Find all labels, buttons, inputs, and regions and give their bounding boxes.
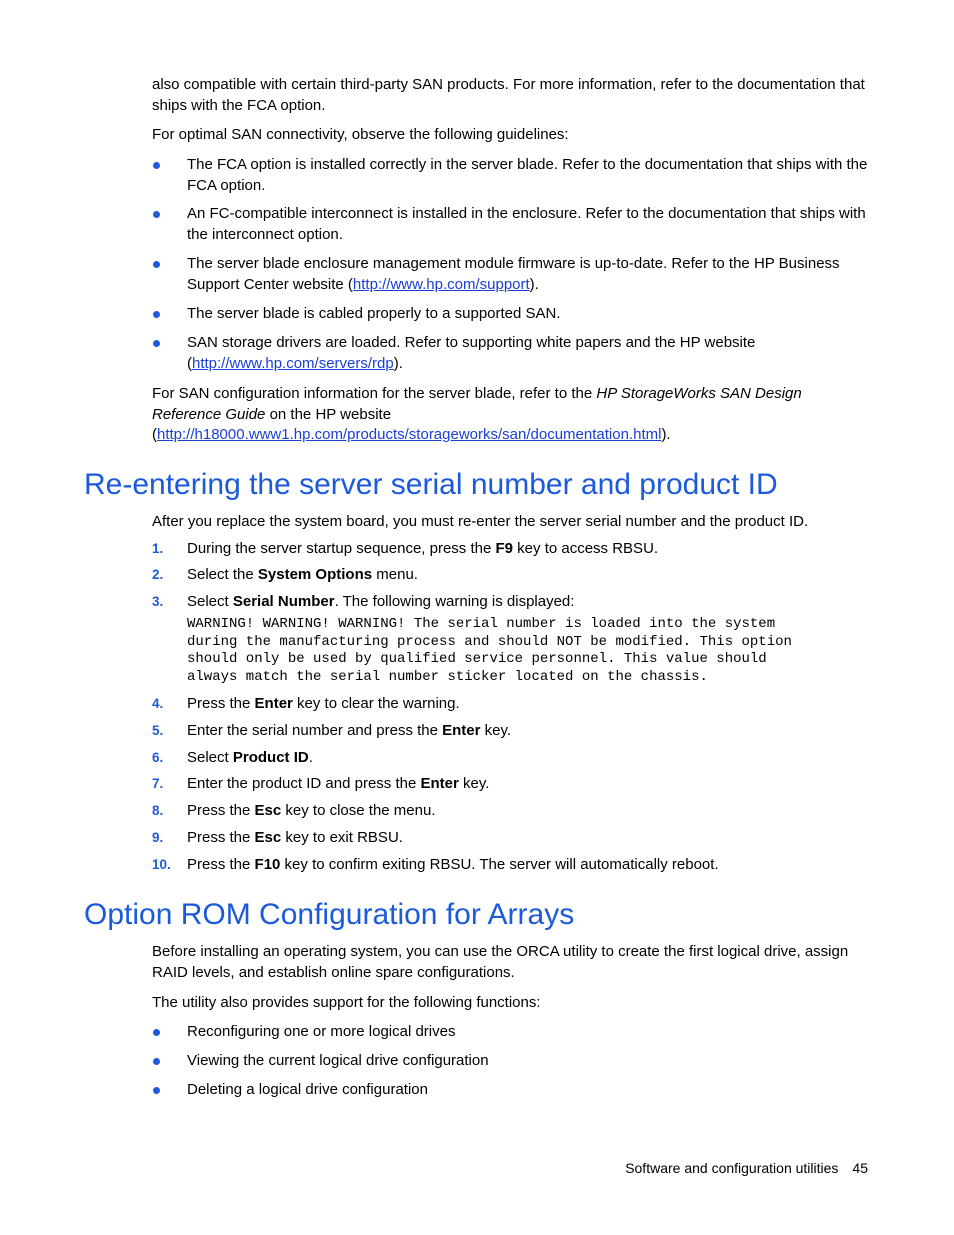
list-item-text: The server blade is cabled properly to a supported SAN.: [187, 305, 561, 322]
bullet-icon: [153, 311, 160, 318]
text-segment: For SAN configuration information for the server blade, refer to the: [152, 385, 597, 402]
text-segment: During the server startup sequence, press the: [187, 540, 496, 557]
key-name: Esc: [254, 829, 282, 846]
text-segment: key to close the menu.: [281, 802, 436, 819]
key-name: F10: [254, 856, 281, 873]
text-segment: Select the: [187, 566, 258, 583]
step-item: [152, 694, 868, 715]
step-text: [187, 565, 868, 586]
step-text: [187, 855, 868, 876]
text-segment: Press the: [187, 829, 255, 846]
text-segment: key.: [480, 722, 512, 739]
guidelines-lead: For optimal SAN connectivity, observe the following guidelines:: [152, 126, 569, 143]
step-number: 3.: [152, 594, 164, 609]
step-number: 10.: [152, 857, 171, 872]
list-item-text: Viewing the current logical drive configuration: [187, 1052, 489, 1069]
san-config-paragraph: [152, 384, 868, 446]
footer-section-title: Software and configuration utilities: [625, 1160, 839, 1176]
step-text: [187, 828, 868, 849]
bullet-icon: [153, 162, 160, 169]
menu-name: System Options: [257, 566, 373, 583]
text-segment: Select: [187, 593, 233, 610]
step-text: [187, 774, 868, 795]
key-name: Enter: [442, 722, 481, 739]
list-item: [152, 254, 868, 295]
text-segment: The server blade enclosure management module firmware is up-to-date. Refer to the HP Business Support Center website (: [187, 255, 840, 293]
text-segment: Select: [187, 749, 233, 766]
key-name: Esc: [254, 802, 282, 819]
step-text: [187, 801, 868, 822]
section-intro: After you replace the system board, you must re-enter the server serial number and the product ID.: [152, 513, 809, 530]
text-segment: Enter the product ID and press the: [187, 775, 421, 792]
list-item-text: Reconfiguring one or more logical drives: [187, 1023, 456, 1040]
bullet-icon: [153, 1058, 160, 1065]
step-text: [187, 748, 868, 769]
text-segment: ).: [661, 426, 671, 443]
step-number: 4.: [152, 696, 164, 711]
text-segment: Enter the serial number and press the: [187, 722, 443, 739]
list-item-text: An FC-compatible interconnect is installed in the enclosure. Refer to the documentation that ships with the interconnect option.: [187, 205, 866, 243]
text-segment: Press the: [187, 856, 255, 873]
step-item: [152, 721, 868, 742]
text-segment: key to clear the warning.: [292, 695, 460, 712]
text-segment: ).: [393, 354, 403, 372]
bullet-icon: [153, 1087, 160, 1094]
list-item: [152, 1080, 868, 1101]
list-item-text: Deleting a logical drive configuration: [187, 1081, 428, 1098]
step-text: [187, 694, 868, 715]
key-name: F9: [495, 540, 514, 557]
page-number: 45: [852, 1160, 868, 1176]
hp-support-link[interactable]: http://www.hp.com/support: [352, 275, 530, 293]
step-number: 8.: [152, 803, 164, 818]
text-segment: Press the: [187, 802, 255, 819]
hp-servers-rdp-link[interactable]: http://www.hp.com/servers/rdp: [192, 354, 394, 372]
step-number: 7.: [152, 776, 164, 791]
text-segment: Press the: [187, 695, 255, 712]
section-heading-orca: Option ROM Configuration for Arrays: [84, 898, 575, 931]
page-footer: [625, 1158, 868, 1178]
list-item-text: [187, 254, 868, 295]
text-segment: key to access RBSU.: [513, 540, 659, 557]
step-number: 5.: [152, 723, 164, 738]
guide-title: HP StorageWorks SAN Design Reference Guide: [152, 385, 802, 423]
text-segment: ).: [529, 275, 539, 293]
list-item: [152, 1022, 868, 1043]
list-item: [152, 333, 868, 374]
text-segment: . The following warning is displayed:: [334, 593, 575, 610]
step-item: [152, 539, 868, 560]
functions-lead: The utility also provides support for the following functions:: [152, 994, 541, 1011]
step-number: 9.: [152, 830, 164, 845]
bullet-icon: [153, 261, 160, 268]
step-item: [152, 592, 868, 613]
bullet-icon: [153, 340, 160, 347]
key-name: Enter: [254, 695, 293, 712]
text-segment: key.: [458, 775, 490, 792]
option-name: Product ID: [232, 749, 309, 766]
key-name: Enter: [420, 775, 459, 792]
list-item-text: The FCA option is installed correctly in the server blade. Refer to the documentation that ships with the FCA option.: [187, 156, 868, 194]
warning-message: WARNING! WARNING! WARNING! The serial number is loaded into the system during the manufacturing process and should NOT be modified. This option should only be used by qualified service personnel. This value should always match the serial number sticker located on the chassis.: [187, 616, 792, 685]
list-item-text: [187, 333, 868, 374]
text-segment: key to confirm exiting RBSU. The server will automatically reboot.: [280, 856, 719, 873]
text-segment: menu.: [372, 566, 418, 583]
step-item: [152, 801, 868, 822]
step-text: [187, 721, 868, 742]
step-number: 1.: [152, 541, 164, 556]
step-item: [152, 828, 868, 849]
step-number: 2.: [152, 567, 164, 582]
bullet-icon: [153, 211, 160, 218]
list-item: [152, 1051, 868, 1072]
step-item: [152, 855, 868, 876]
intro-paragraph: also compatible with certain third-party SAN products. For more information, refer to the documentation that ships with the FCA option.: [152, 76, 865, 114]
bullet-icon: [153, 1029, 160, 1036]
text-segment: .: [308, 749, 313, 766]
text-segment: SAN storage drivers are loaded. Refer to supporting white papers and the HP website (: [187, 334, 756, 372]
section-intro: Before installing an operating system, you can use the ORCA utility to create the first logical drive, assign RAID levels, and establish online spare configurations.: [152, 943, 849, 981]
text-segment: key to exit RBSU.: [281, 829, 403, 846]
step-item: [152, 748, 868, 769]
list-item: [152, 155, 868, 196]
step-number: 6.: [152, 750, 164, 765]
option-name: Serial Number: [232, 593, 335, 610]
step-item: [152, 774, 868, 795]
section-heading-serial-number: Re-entering the server serial number and product ID: [84, 468, 778, 501]
step-text: [187, 539, 868, 560]
list-item: [152, 304, 868, 325]
text-segment: on the HP website (: [152, 405, 392, 443]
step-text: [187, 592, 868, 613]
step-item: [152, 565, 868, 586]
storageworks-san-link[interactable]: http://h18000.www1.hp.com/products/storageworks/san/documentation.html: [157, 426, 662, 443]
list-item: [152, 204, 868, 245]
